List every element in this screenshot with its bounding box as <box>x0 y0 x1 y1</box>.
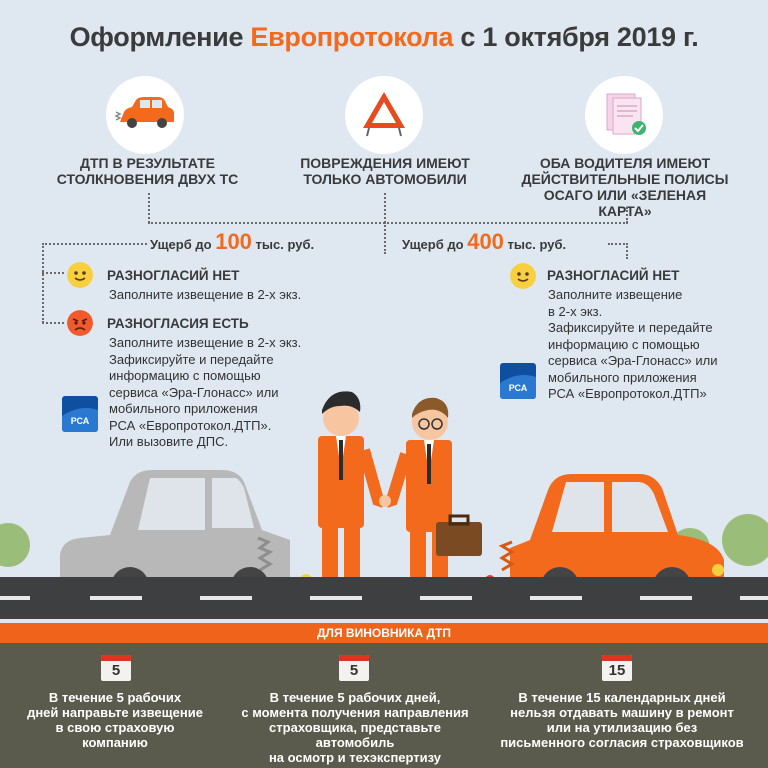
car-icon <box>106 76 184 154</box>
page-title: Оформление Европротокола с 1 октября 2019 г. <box>69 22 699 52</box>
lane-marking <box>200 596 252 600</box>
documents-icon-circle <box>585 76 663 154</box>
lane-marking <box>420 596 472 600</box>
car-icon-circle <box>106 76 184 154</box>
connector <box>608 243 628 245</box>
smiley-face-icon <box>67 262 93 288</box>
smiley-face-icon <box>510 263 536 289</box>
condition-caption-1: ДТП В РЕЗУЛЬТАТЕ СТОЛКНОВЕНИЯ ДВУХ ТС <box>56 155 239 187</box>
calendar-icon: 5 <box>339 655 369 681</box>
connector <box>42 243 44 323</box>
briefcase-icon <box>436 522 482 556</box>
deadline-text-3: В течение 15 календарных дней нельзя отдавать машину в ремонт или на утилизацию без письменного согласия страховщиков <box>500 690 744 750</box>
angry-face-icon <box>67 310 93 336</box>
connector <box>626 243 628 259</box>
damage-left: Ущерб до 100 тыс. руб. <box>150 229 315 254</box>
calendar-icon: 15 <box>602 655 632 681</box>
deadline-text-2: В течение 5 рабочих дней, с момента получения направления страховщика, представьте автомобиль на осмотр и техэкспертизу <box>241 690 469 765</box>
lane-marking <box>640 596 692 600</box>
connector <box>42 272 64 274</box>
rsa-logo-text: РСА <box>508 383 528 393</box>
rsa-logo-text: РСА <box>70 416 90 426</box>
lane-marking <box>0 596 30 600</box>
connector <box>42 243 147 245</box>
connector <box>148 193 150 223</box>
connector <box>384 222 386 254</box>
left-no-dispute-text: Заполните извещение в 2-х экз. <box>109 287 302 302</box>
left-dispute-heading: РАЗНОГЛАСИЯ ЕСТЬ <box>107 316 249 331</box>
connector <box>148 222 628 224</box>
left-dispute-text: Заполните извещение в 2-х экз. Зафиксируйте и передайте информацию с помощью сервиса «Эра-Глонасс» или мобильного приложения РСА «Европротокол.ДТП». Или вызовите ДПС. <box>109 335 302 449</box>
condition-caption-3: ОБА ВОДИТЕЛЯ ИМЕЮТ ДЕЙСТВИТЕЛЬНЫЕ ПОЛИСЫ ОСАГО ИЛИ «ЗЕЛЕНАЯ КАРТА» <box>521 155 729 219</box>
connector <box>626 207 628 223</box>
warning-triangle-icon <box>345 76 423 154</box>
connector <box>384 193 386 223</box>
damage-right: Ущерб до 400 тыс. руб. <box>402 229 567 254</box>
lane-marking <box>90 596 142 600</box>
connector <box>42 322 64 324</box>
calendar-icon: 5 <box>101 655 131 681</box>
lane-marking <box>310 596 362 600</box>
left-no-dispute-heading: РАЗНОГЛАСИЙ НЕТ <box>107 268 240 283</box>
condition-caption-2: ПОВРЕЖДЕНИЯ ИМЕЮТ ТОЛЬКО АВТОМОБИЛИ <box>300 155 470 187</box>
lane-marking <box>530 596 582 600</box>
lane-marking <box>740 596 768 600</box>
guilty-party-banner: ДЛЯ ВИНОВНИКА ДТП <box>0 623 768 643</box>
right-no-dispute-text: Заполните извещение в 2-х экз. Зафиксируйте и передайте информацию с помощью сервиса «Эра-Глонасс» или мобильного приложения РСА «Европротокол.ДТП» <box>548 287 718 401</box>
right-no-dispute-heading: РАЗНОГЛАСИЙ НЕТ <box>547 268 680 283</box>
warning-icon-circle <box>345 76 423 154</box>
bush <box>0 523 30 567</box>
documents-icon <box>585 76 663 154</box>
deadline-text-1: В течение 5 рабочих дней направьте извещение в свою страховую компанию <box>27 690 203 750</box>
bush <box>722 514 768 566</box>
